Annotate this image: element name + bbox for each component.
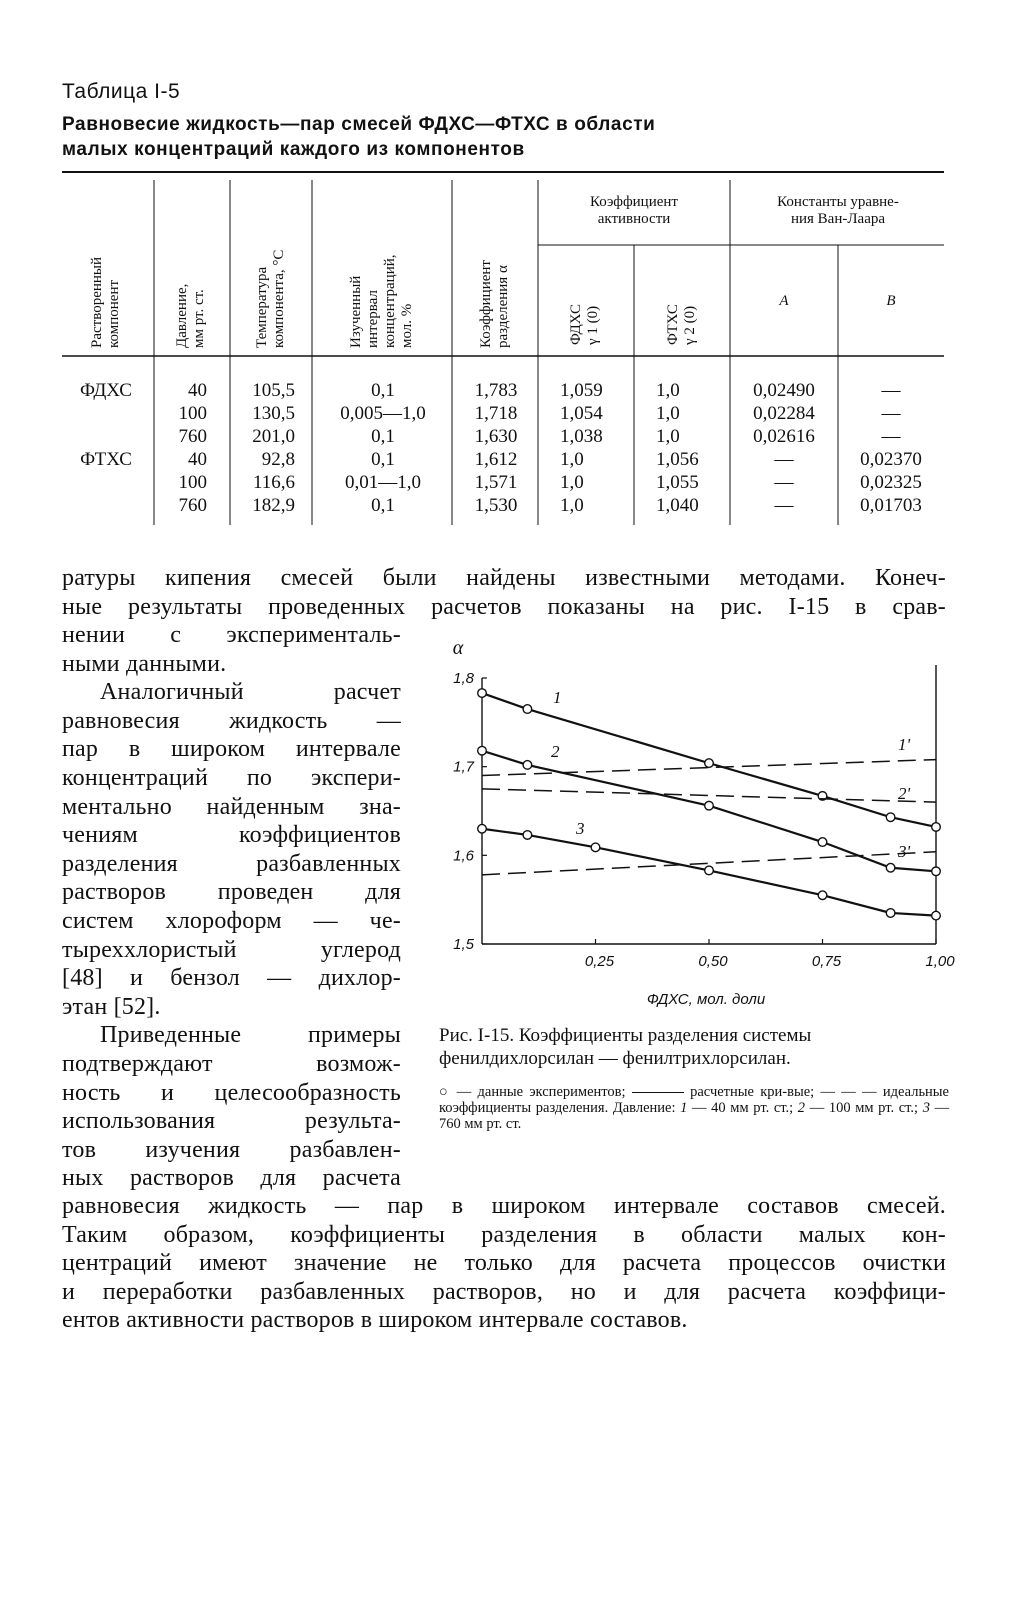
data-point	[478, 689, 487, 698]
y-tick-label: 1,7	[453, 758, 474, 776]
table-cell-gamma1: 1,0	[560, 449, 584, 470]
text-line: ных растворов для расчета	[62, 1165, 401, 1192]
table-cell-A: —	[774, 449, 794, 470]
table-cell-interval: 0,005—1,0	[340, 403, 426, 424]
text-line: Аналогичный расчет	[100, 679, 401, 706]
table-cell-pressure: 40	[188, 380, 207, 401]
table-cell-alpha: 1,783	[474, 380, 518, 401]
table-cell-gamma2: 1,040	[656, 495, 699, 516]
text-line: ратуры кипения смесей были найдены известными методами. Конеч-	[62, 565, 946, 591]
table-cell-gamma2: 1,0	[656, 380, 680, 401]
series-label: 1'	[898, 735, 911, 754]
text-line: равновесия жидкость —	[62, 707, 401, 734]
table-cell-B: —	[881, 403, 901, 424]
table-cell-A: 0,02616	[753, 426, 815, 447]
data-point	[932, 911, 941, 920]
legend-pressure-label: Давление:	[612, 1100, 676, 1116]
text-line: ность и целесообразность	[62, 1079, 401, 1106]
legend-p3-number: 3	[922, 1100, 930, 1116]
solid-line-icon	[632, 1092, 684, 1093]
series-label: 3	[576, 819, 585, 838]
legend-p2: — 100 мм рт. ст.;	[809, 1100, 919, 1116]
chart-axes	[453, 637, 956, 1008]
data-point	[886, 863, 895, 872]
header-temperature: Температуракомпонента, °С	[254, 249, 287, 348]
text-line: Таким образом, коэффициенты разделения в области малых кон-	[62, 1221, 946, 1248]
chart-series	[478, 689, 941, 920]
header-const-a: A	[779, 293, 789, 309]
header-const-b: B	[886, 293, 896, 309]
table-cell-B: 0,02370	[860, 449, 922, 470]
paragraph-closing	[62, 1192, 946, 1335]
data-point	[932, 823, 941, 832]
table-cell-pressure: 760	[178, 426, 207, 447]
table-cell-gamma2: 1,055	[656, 472, 699, 493]
table-cell-gamma1: 1,0	[560, 472, 584, 493]
data-point	[705, 759, 714, 768]
header-pressure: Давление,мм рт. ст.	[174, 283, 207, 348]
text-line: равновесия жидкость — пар в широком интервале составов смесей.	[62, 1193, 946, 1219]
table-cell-alpha: 1,630	[474, 426, 518, 447]
table-cell-temperature: 130,5	[252, 403, 295, 424]
text-line: систем хлороформ — че-	[62, 907, 401, 934]
table-cell-temperature: 201,0	[252, 426, 295, 447]
table-cell-alpha: 1,612	[474, 449, 518, 470]
data-point	[932, 867, 941, 876]
table-cell-temperature: 92,8	[261, 449, 295, 470]
legend-p2-number: 2	[797, 1100, 806, 1116]
legend-p3: — 760 мм рт. ст.	[439, 1100, 950, 1132]
text-line: ментально найденным зна-	[62, 793, 401, 820]
text-line: центраций имеют значение не только для расчета процессов очистки	[62, 1250, 946, 1277]
table-cell-A: 0,02490	[753, 380, 815, 401]
circle-marker-icon: ○	[439, 1084, 451, 1100]
header-activity-group: Коэффициент активности	[590, 194, 678, 227]
data-point	[523, 761, 532, 770]
table-cell-A: 0,02284	[753, 403, 815, 424]
header-vanlaar-group: Константы уравне-ния Ван-Лаара	[777, 194, 899, 227]
table-title-line: Равновесие жидкость—пар смесей ФДХС—ФТХС в области	[62, 114, 656, 135]
table-cell-A: —	[774, 495, 794, 516]
table-cell-component: ФДХС	[80, 380, 132, 401]
y-tick-label: 1,5	[453, 936, 474, 953]
data-point	[478, 746, 487, 755]
table-cell-gamma1: 1,059	[560, 380, 603, 401]
data-point	[478, 824, 487, 833]
table-cell-B: —	[881, 380, 901, 401]
table-cell-gamma2: 1,0	[656, 403, 680, 424]
legend-p1: — 40 мм рт. ст.;	[692, 1100, 794, 1116]
data-point	[705, 866, 714, 875]
header-gamma1: ФДХСγ 1 (0)	[568, 303, 601, 345]
data-point	[886, 813, 895, 822]
table-cell-temperature: 105,5	[252, 380, 295, 401]
text-line: использования результа-	[62, 1108, 401, 1135]
text-line: ные результаты проведенных расчетов показаны на рис. I-15 в срав-	[62, 593, 946, 620]
y-tick-label: 1,6	[453, 847, 474, 865]
table-number: Таблица I-5	[62, 80, 181, 103]
data-point	[591, 843, 600, 852]
text-line: чениям коэффициентов	[62, 822, 401, 849]
text-line: ными данными.	[62, 650, 227, 677]
text-line: тов изучения разбавлен-	[62, 1136, 401, 1163]
table-cell-alpha: 1,530	[474, 495, 518, 516]
table-cell-interval: 0,1	[371, 426, 395, 447]
text-line: этан [52].	[62, 993, 161, 1020]
legend-experimental: — данные экспериментов;	[456, 1084, 626, 1100]
table-cell-component: ФТХС	[80, 449, 132, 470]
text-line: подтверждают возмож-	[62, 1050, 401, 1077]
legend-calculated: расчетные кри-вые;	[690, 1084, 815, 1100]
x-tick-label: 0,25	[584, 953, 615, 970]
figure-caption: Рис. I-15. Коэффициенты разделения системы фенилдихлорсилан — фенилтрихлорсилан.	[439, 1025, 812, 1069]
table-cell-gamma2: 1,056	[656, 449, 699, 470]
series-label: 3'	[898, 842, 911, 861]
x-tick-label: 0,50	[698, 953, 728, 970]
data-point	[818, 838, 827, 847]
text-line: тыреххлористый углерод	[62, 936, 401, 963]
table-cell-interval: 0,01—1,0	[345, 472, 421, 493]
table-cell-temperature: 182,9	[252, 495, 295, 516]
header-gamma2: ФТХСγ 2 (0)	[665, 304, 698, 345]
x-tick-label: 1,00	[925, 953, 955, 970]
legend-ideal: — — — идеальные коэффициенты разделения.	[439, 1084, 949, 1116]
series-label: 1	[553, 688, 562, 707]
table-cell-pressure: 100	[178, 403, 207, 424]
y-tick-label: 1,8	[453, 670, 474, 687]
table-cell-interval: 0,1	[371, 380, 395, 401]
table-cell-pressure: 40	[188, 449, 207, 470]
table-cell-B: 0,01703	[860, 495, 922, 516]
text-line: растворов проведен для	[62, 879, 401, 906]
table-cell-interval: 0,1	[371, 495, 395, 516]
table-cell-B: —	[881, 426, 901, 447]
legend-p1-number: 1	[680, 1100, 688, 1116]
text-line: пар в широком интервале	[62, 736, 401, 763]
header-solute: Растворенныйкомпонент	[89, 256, 122, 348]
text-line: разделения разбавленных	[62, 850, 401, 877]
table-cell-pressure: 100	[178, 472, 207, 493]
series-label: 2	[551, 742, 560, 761]
text-line: нении с эксперименталь-	[62, 622, 401, 648]
table-cell-pressure: 760	[178, 495, 207, 516]
data-point	[818, 891, 827, 900]
table-cell-alpha: 1,571	[474, 472, 518, 493]
x-axis-label: ФДХС, мол. доли	[646, 991, 766, 1008]
series-line-2'	[482, 789, 936, 802]
figure-legend	[439, 1084, 949, 1132]
text-line: ентов активности растворов в широком интервале составов.	[62, 1307, 688, 1334]
text-line: Приведенные примеры	[100, 1022, 401, 1049]
data-point	[523, 705, 532, 714]
y-axis-label: α	[452, 637, 464, 659]
data-point	[705, 801, 714, 810]
data-point	[886, 909, 895, 918]
text-line: и переработки разбавленных растворов, но и для расчета коэффици-	[62, 1278, 946, 1305]
table-cell-alpha: 1,718	[474, 403, 518, 424]
chart-labels	[551, 688, 911, 861]
header-alpha: Коэффициентразделения α	[478, 260, 511, 348]
data-point	[523, 831, 532, 840]
table-cell-interval: 0,1	[371, 449, 395, 470]
table-cell-A: —	[774, 472, 794, 493]
table-cell-gamma2: 1,0	[656, 426, 680, 447]
table-cell-gamma1: 1,0	[560, 495, 584, 516]
table-cell-gamma1: 1,054	[560, 403, 603, 424]
table-cell-B: 0,02325	[860, 472, 922, 493]
table-cell-gamma1: 1,038	[560, 426, 603, 447]
text-line: [48] и бензол — дихлор-	[62, 965, 401, 992]
table-cell-temperature: 116,6	[252, 472, 295, 493]
x-tick-label: 0,75	[811, 953, 842, 970]
table-title-line: малых концентраций каждого из компонентов	[62, 139, 525, 160]
text-line: концентраций по экспери-	[62, 764, 401, 791]
series-label: 2'	[898, 784, 911, 803]
header-interval: Изученныйинтервалконцентраций,мол. %	[348, 254, 415, 348]
